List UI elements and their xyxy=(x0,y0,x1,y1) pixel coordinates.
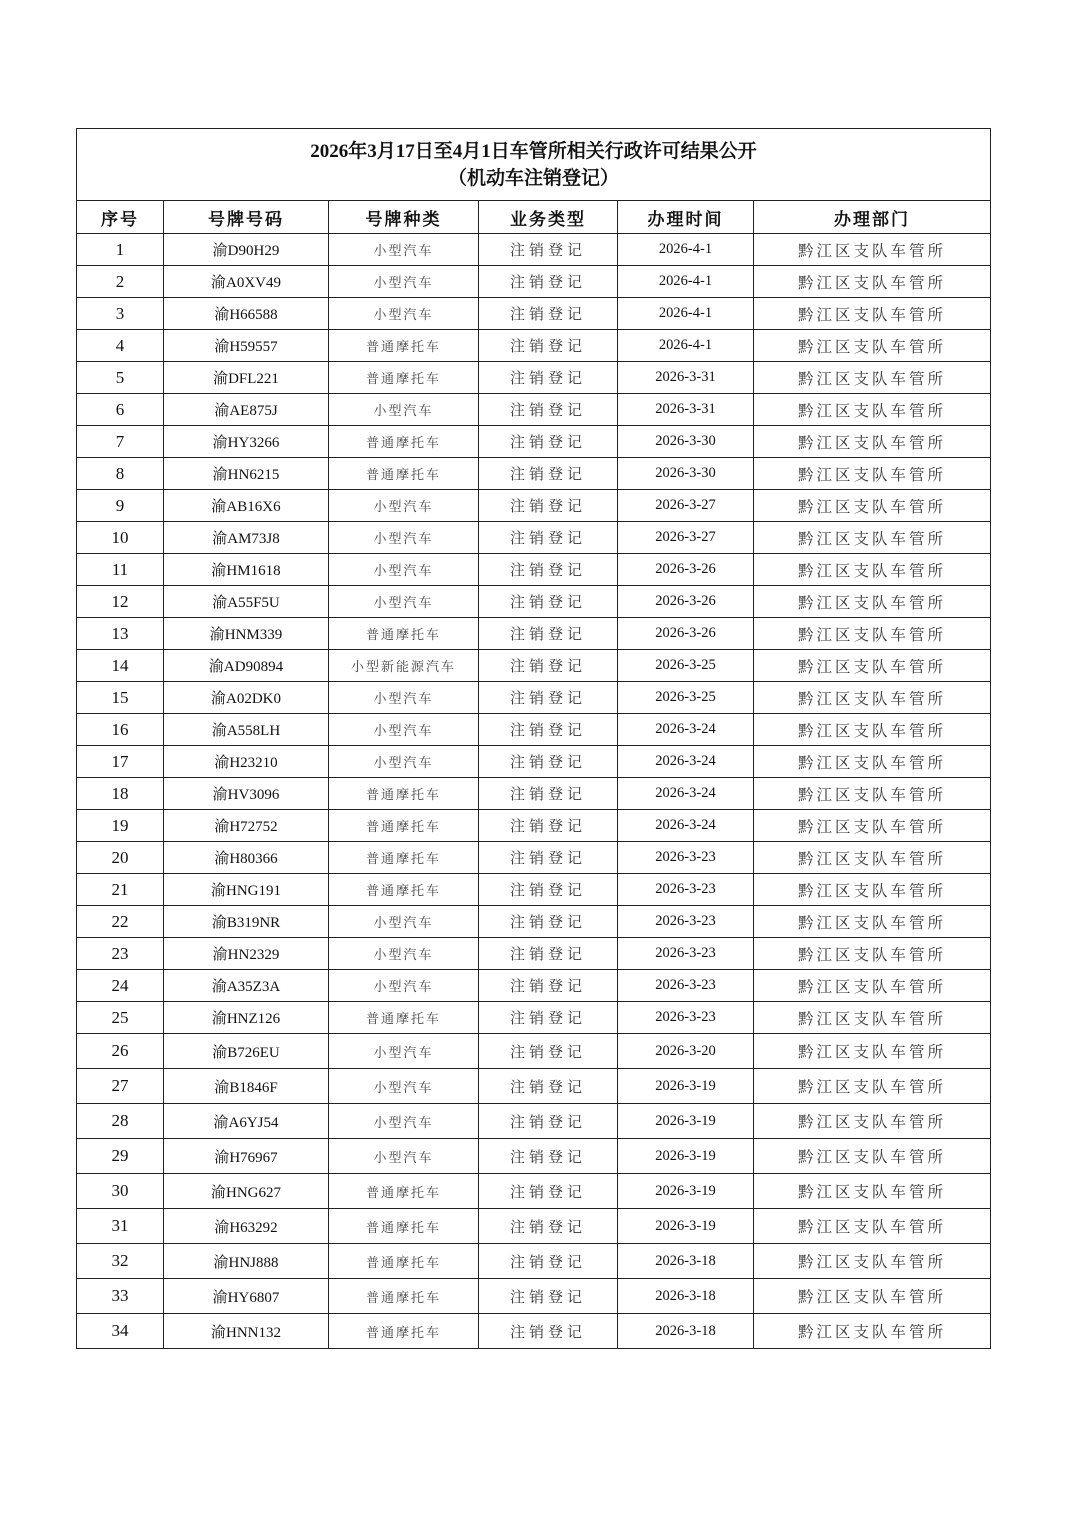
plate-type-cell: 小型汽车 xyxy=(329,490,479,522)
department-cell: 黔江区支队车管所 xyxy=(754,1069,991,1104)
plate-type-cell: 小型汽车 xyxy=(329,970,479,1002)
plate-number-cell: 渝DFL221 xyxy=(164,362,329,394)
business-type-cell: 注销登记 xyxy=(479,938,618,970)
document-title xyxy=(77,129,991,201)
table-row xyxy=(77,234,991,266)
date-cell: 2026-3-27 xyxy=(618,490,754,522)
seq-cell: 1 xyxy=(77,234,164,266)
plate-type-cell: 小型汽车 xyxy=(329,746,479,778)
plate-type-cell: 普通摩托车 xyxy=(329,458,479,490)
seq-cell: 13 xyxy=(77,618,164,650)
plate-type-cell: 普通摩托车 xyxy=(329,874,479,906)
business-type-cell: 注销登记 xyxy=(479,1314,618,1349)
department-cell: 黔江区支队车管所 xyxy=(754,682,991,714)
seq-cell: 22 xyxy=(77,906,164,938)
department-cell: 黔江区支队车管所 xyxy=(754,554,991,586)
table-row xyxy=(77,810,991,842)
business-type-cell: 注销登记 xyxy=(479,1209,618,1244)
date-cell: 2026-3-25 xyxy=(618,650,754,682)
table-row xyxy=(77,842,991,874)
seq-cell: 4 xyxy=(77,330,164,362)
plate-type-cell: 普通摩托车 xyxy=(329,330,479,362)
seq-cell: 6 xyxy=(77,394,164,426)
plate-number-cell: 渝HNG627 xyxy=(164,1174,329,1209)
business-type-cell: 注销登记 xyxy=(479,554,618,586)
date-cell: 2026-3-24 xyxy=(618,746,754,778)
table-row xyxy=(77,1244,991,1279)
business-type-cell: 注销登记 xyxy=(479,874,618,906)
plate-type-cell: 小型汽车 xyxy=(329,394,479,426)
plate-type-cell: 普通摩托车 xyxy=(329,1174,479,1209)
plate-number-cell: 渝AB16X6 xyxy=(164,490,329,522)
department-cell: 黔江区支队车管所 xyxy=(754,938,991,970)
plate-type-cell: 小型汽车 xyxy=(329,298,479,330)
table-row xyxy=(77,938,991,970)
plate-number-cell: 渝H80366 xyxy=(164,842,329,874)
business-type-cell: 注销登记 xyxy=(479,1069,618,1104)
department-cell: 黔江区支队车管所 xyxy=(754,650,991,682)
business-type-cell: 注销登记 xyxy=(479,330,618,362)
department-cell: 黔江区支队车管所 xyxy=(754,714,991,746)
date-cell: 2026-3-26 xyxy=(618,586,754,618)
col-header-seq: 序号 xyxy=(77,201,164,234)
business-type-cell: 注销登记 xyxy=(479,298,618,330)
seq-cell: 2 xyxy=(77,266,164,298)
department-cell: 黔江区支队车管所 xyxy=(754,490,991,522)
plate-number-cell: 渝A35Z3A xyxy=(164,970,329,1002)
plate-type-cell: 普通摩托车 xyxy=(329,810,479,842)
business-type-cell: 注销登记 xyxy=(479,1139,618,1174)
table-row xyxy=(77,1104,991,1139)
date-cell: 2026-3-23 xyxy=(618,874,754,906)
table-row xyxy=(77,970,991,1002)
plate-number-cell: 渝AE875J xyxy=(164,394,329,426)
seq-cell: 9 xyxy=(77,490,164,522)
business-type-cell: 注销登记 xyxy=(479,970,618,1002)
seq-cell: 18 xyxy=(77,778,164,810)
plate-type-cell: 小型汽车 xyxy=(329,1104,479,1139)
plate-number-cell: 渝HV3096 xyxy=(164,778,329,810)
plate-number-cell: 渝HNG191 xyxy=(164,874,329,906)
table-row xyxy=(77,1314,991,1349)
plate-type-cell: 普通摩托车 xyxy=(329,618,479,650)
date-cell: 2026-3-20 xyxy=(618,1034,754,1069)
table-row xyxy=(77,1034,991,1069)
business-type-cell: 注销登记 xyxy=(479,266,618,298)
department-cell: 黔江区支队车管所 xyxy=(754,522,991,554)
plate-number-cell: 渝HY3266 xyxy=(164,426,329,458)
col-header-business-type: 业务类型 xyxy=(479,201,618,234)
plate-type-cell: 小型汽车 xyxy=(329,682,479,714)
seq-cell: 3 xyxy=(77,298,164,330)
department-cell: 黔江区支队车管所 xyxy=(754,1104,991,1139)
date-cell: 2026-3-23 xyxy=(618,842,754,874)
plate-number-cell: 渝A0XV49 xyxy=(164,266,329,298)
col-header-plate-type: 号牌种类 xyxy=(329,201,479,234)
col-header-plate: 号牌号码 xyxy=(164,201,329,234)
date-cell: 2026-3-23 xyxy=(618,938,754,970)
department-cell: 黔江区支队车管所 xyxy=(754,874,991,906)
table-row xyxy=(77,330,991,362)
business-type-cell: 注销登记 xyxy=(479,1002,618,1034)
business-type-cell: 注销登记 xyxy=(479,1104,618,1139)
table-row xyxy=(77,298,991,330)
date-cell: 2026-3-23 xyxy=(618,970,754,1002)
seq-cell: 27 xyxy=(77,1069,164,1104)
department-cell: 黔江区支队车管所 xyxy=(754,778,991,810)
department-cell: 黔江区支队车管所 xyxy=(754,426,991,458)
table-row xyxy=(77,1209,991,1244)
department-cell: 黔江区支队车管所 xyxy=(754,1034,991,1069)
date-cell: 2026-4-1 xyxy=(618,234,754,266)
table-row xyxy=(77,778,991,810)
department-cell: 黔江区支队车管所 xyxy=(754,394,991,426)
business-type-cell: 注销登记 xyxy=(479,394,618,426)
table-row xyxy=(77,554,991,586)
plate-type-cell: 普通摩托车 xyxy=(329,1314,479,1349)
plate-type-cell: 小型汽车 xyxy=(329,1069,479,1104)
business-type-cell: 注销登记 xyxy=(479,1279,618,1314)
business-type-cell: 注销登记 xyxy=(479,522,618,554)
business-type-cell: 注销登记 xyxy=(479,1174,618,1209)
plate-number-cell: 渝HM1618 xyxy=(164,554,329,586)
date-cell: 2026-3-18 xyxy=(618,1279,754,1314)
department-cell: 黔江区支队车管所 xyxy=(754,458,991,490)
table-row xyxy=(77,362,991,394)
business-type-cell: 注销登记 xyxy=(479,714,618,746)
seq-cell: 15 xyxy=(77,682,164,714)
table-row xyxy=(77,906,991,938)
plate-number-cell: 渝B726EU xyxy=(164,1034,329,1069)
department-cell: 黔江区支队车管所 xyxy=(754,266,991,298)
date-cell: 2026-4-1 xyxy=(618,330,754,362)
table-row xyxy=(77,1139,991,1174)
business-type-cell: 注销登记 xyxy=(479,682,618,714)
plate-number-cell: 渝H59557 xyxy=(164,330,329,362)
date-cell: 2026-3-24 xyxy=(618,810,754,842)
business-type-cell: 注销登记 xyxy=(479,906,618,938)
plate-number-cell: 渝AD90894 xyxy=(164,650,329,682)
table-row xyxy=(77,426,991,458)
department-cell: 黔江区支队车管所 xyxy=(754,1244,991,1279)
seq-cell: 23 xyxy=(77,938,164,970)
plate-number-cell: 渝A02DK0 xyxy=(164,682,329,714)
plate-type-cell: 小型汽车 xyxy=(329,522,479,554)
date-cell: 2026-3-19 xyxy=(618,1139,754,1174)
plate-number-cell: 渝H63292 xyxy=(164,1209,329,1244)
seq-cell: 25 xyxy=(77,1002,164,1034)
business-type-cell: 注销登记 xyxy=(479,1244,618,1279)
plate-type-cell: 普通摩托车 xyxy=(329,842,479,874)
plate-type-cell: 小型汽车 xyxy=(329,1034,479,1069)
seq-cell: 26 xyxy=(77,1034,164,1069)
plate-number-cell: 渝HY6807 xyxy=(164,1279,329,1314)
department-cell: 黔江区支队车管所 xyxy=(754,618,991,650)
results-table xyxy=(76,128,991,1349)
department-cell: 黔江区支队车管所 xyxy=(754,746,991,778)
plate-number-cell: 渝A6YJ54 xyxy=(164,1104,329,1139)
date-cell: 2026-4-1 xyxy=(618,266,754,298)
date-cell: 2026-3-19 xyxy=(618,1209,754,1244)
col-header-department: 办理部门 xyxy=(754,201,991,234)
date-cell: 2026-3-30 xyxy=(618,426,754,458)
plate-number-cell: 渝HNJ888 xyxy=(164,1244,329,1279)
title-line-2: （机动车注销登记） xyxy=(448,167,620,189)
plate-number-cell: 渝HNN132 xyxy=(164,1314,329,1349)
plate-number-cell: 渝HN2329 xyxy=(164,938,329,970)
plate-type-cell: 小型新能源汽车 xyxy=(329,650,479,682)
business-type-cell: 注销登记 xyxy=(479,778,618,810)
table-row xyxy=(77,714,991,746)
table-row xyxy=(77,650,991,682)
business-type-cell: 注销登记 xyxy=(479,426,618,458)
business-type-cell: 注销登记 xyxy=(479,458,618,490)
department-cell: 黔江区支队车管所 xyxy=(754,1209,991,1244)
table-row xyxy=(77,586,991,618)
plate-number-cell: 渝H72752 xyxy=(164,810,329,842)
title-line-1: 2026年3月17日至4月1日车管所相关行政许可结果公开 xyxy=(310,140,757,162)
plate-number-cell: 渝B319NR xyxy=(164,906,329,938)
business-type-cell: 注销登记 xyxy=(479,810,618,842)
table-row xyxy=(77,1174,991,1209)
seq-cell: 16 xyxy=(77,714,164,746)
date-cell: 2026-3-25 xyxy=(618,682,754,714)
header-row xyxy=(77,201,991,234)
table-row xyxy=(77,874,991,906)
table-row xyxy=(77,682,991,714)
seq-cell: 19 xyxy=(77,810,164,842)
date-cell: 2026-3-24 xyxy=(618,714,754,746)
date-cell: 2026-3-30 xyxy=(618,458,754,490)
plate-type-cell: 普通摩托车 xyxy=(329,1279,479,1314)
plate-number-cell: 渝B1846F xyxy=(164,1069,329,1104)
date-cell: 2026-3-19 xyxy=(618,1104,754,1139)
table-row xyxy=(77,746,991,778)
date-cell: 2026-3-19 xyxy=(618,1069,754,1104)
business-type-cell: 注销登记 xyxy=(479,1034,618,1069)
seq-cell: 11 xyxy=(77,554,164,586)
seq-cell: 5 xyxy=(77,362,164,394)
seq-cell: 14 xyxy=(77,650,164,682)
department-cell: 黔江区支队车管所 xyxy=(754,330,991,362)
date-cell: 2026-4-1 xyxy=(618,298,754,330)
plate-number-cell: 渝D90H29 xyxy=(164,234,329,266)
business-type-cell: 注销登记 xyxy=(479,746,618,778)
plate-type-cell: 小型汽车 xyxy=(329,906,479,938)
plate-type-cell: 普通摩托车 xyxy=(329,426,479,458)
seq-cell: 24 xyxy=(77,970,164,1002)
department-cell: 黔江区支队车管所 xyxy=(754,1314,991,1349)
seq-cell: 33 xyxy=(77,1279,164,1314)
seq-cell: 29 xyxy=(77,1139,164,1174)
date-cell: 2026-3-24 xyxy=(618,778,754,810)
plate-number-cell: 渝A558LH xyxy=(164,714,329,746)
plate-number-cell: 渝AM73J8 xyxy=(164,522,329,554)
date-cell: 2026-3-26 xyxy=(618,618,754,650)
date-cell: 2026-3-23 xyxy=(618,906,754,938)
plate-number-cell: 渝HNZ126 xyxy=(164,1002,329,1034)
table-row xyxy=(77,618,991,650)
plate-type-cell: 小型汽车 xyxy=(329,234,479,266)
plate-number-cell: 渝H66588 xyxy=(164,298,329,330)
plate-type-cell: 普通摩托车 xyxy=(329,778,479,810)
col-header-date: 办理时间 xyxy=(618,201,754,234)
plate-number-cell: 渝H23210 xyxy=(164,746,329,778)
seq-cell: 30 xyxy=(77,1174,164,1209)
table-row xyxy=(77,266,991,298)
table-row xyxy=(77,522,991,554)
date-cell: 2026-3-31 xyxy=(618,394,754,426)
business-type-cell: 注销登记 xyxy=(479,586,618,618)
seq-cell: 34 xyxy=(77,1314,164,1349)
date-cell: 2026-3-31 xyxy=(618,362,754,394)
department-cell: 黔江区支队车管所 xyxy=(754,1279,991,1314)
table-row xyxy=(77,490,991,522)
date-cell: 2026-3-19 xyxy=(618,1174,754,1209)
department-cell: 黔江区支队车管所 xyxy=(754,970,991,1002)
plate-type-cell: 小型汽车 xyxy=(329,266,479,298)
seq-cell: 12 xyxy=(77,586,164,618)
business-type-cell: 注销登记 xyxy=(479,490,618,522)
seq-cell: 21 xyxy=(77,874,164,906)
date-cell: 2026-3-27 xyxy=(618,522,754,554)
seq-cell: 28 xyxy=(77,1104,164,1139)
date-cell: 2026-3-18 xyxy=(618,1314,754,1349)
plate-type-cell: 普通摩托车 xyxy=(329,1209,479,1244)
plate-type-cell: 普通摩托车 xyxy=(329,1002,479,1034)
plate-type-cell: 小型汽车 xyxy=(329,714,479,746)
plate-type-cell: 普通摩托车 xyxy=(329,1244,479,1279)
seq-cell: 20 xyxy=(77,842,164,874)
seq-cell: 32 xyxy=(77,1244,164,1279)
plate-number-cell: 渝A55F5U xyxy=(164,586,329,618)
plate-type-cell: 小型汽车 xyxy=(329,586,479,618)
department-cell: 黔江区支队车管所 xyxy=(754,810,991,842)
department-cell: 黔江区支队车管所 xyxy=(754,1174,991,1209)
plate-number-cell: 渝H76967 xyxy=(164,1139,329,1174)
date-cell: 2026-3-26 xyxy=(618,554,754,586)
plate-number-cell: 渝HNM339 xyxy=(164,618,329,650)
table-row xyxy=(77,394,991,426)
plate-type-cell: 小型汽车 xyxy=(329,938,479,970)
plate-type-cell: 普通摩托车 xyxy=(329,362,479,394)
business-type-cell: 注销登记 xyxy=(479,842,618,874)
business-type-cell: 注销登记 xyxy=(479,234,618,266)
table-row xyxy=(77,1002,991,1034)
seq-cell: 17 xyxy=(77,746,164,778)
plate-number-cell: 渝HN6215 xyxy=(164,458,329,490)
plate-type-cell: 小型汽车 xyxy=(329,1139,479,1174)
seq-cell: 10 xyxy=(77,522,164,554)
business-type-cell: 注销登记 xyxy=(479,650,618,682)
seq-cell: 8 xyxy=(77,458,164,490)
table-row xyxy=(77,1069,991,1104)
department-cell: 黔江区支队车管所 xyxy=(754,586,991,618)
plate-type-cell: 小型汽车 xyxy=(329,554,479,586)
date-cell: 2026-3-18 xyxy=(618,1244,754,1279)
table-row xyxy=(77,1279,991,1314)
date-cell: 2026-3-23 xyxy=(618,1002,754,1034)
department-cell: 黔江区支队车管所 xyxy=(754,298,991,330)
department-cell: 黔江区支队车管所 xyxy=(754,1139,991,1174)
seq-cell: 7 xyxy=(77,426,164,458)
department-cell: 黔江区支队车管所 xyxy=(754,842,991,874)
department-cell: 黔江区支队车管所 xyxy=(754,906,991,938)
department-cell: 黔江区支队车管所 xyxy=(754,362,991,394)
department-cell: 黔江区支队车管所 xyxy=(754,1002,991,1034)
seq-cell: 31 xyxy=(77,1209,164,1244)
department-cell: 黔江区支队车管所 xyxy=(754,234,991,266)
table-row xyxy=(77,458,991,490)
business-type-cell: 注销登记 xyxy=(479,362,618,394)
business-type-cell: 注销登记 xyxy=(479,618,618,650)
